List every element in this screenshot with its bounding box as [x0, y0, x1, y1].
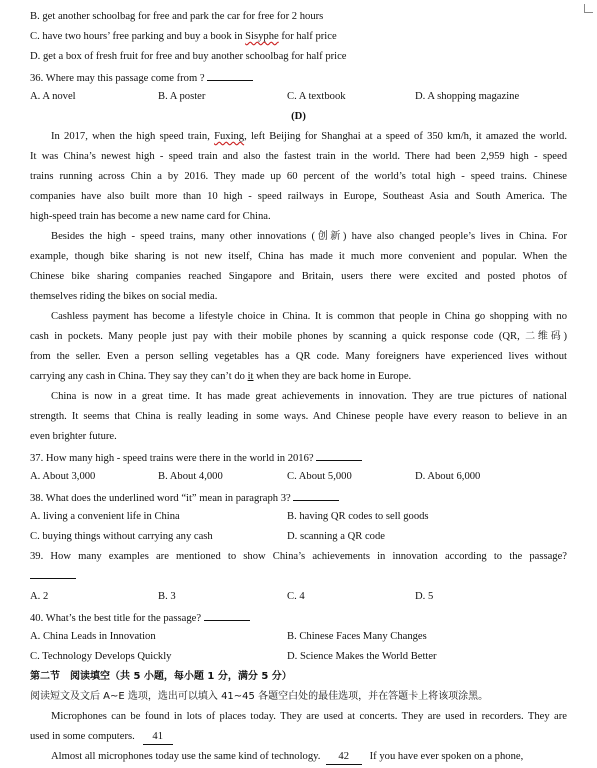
crop-mark-top-right: [584, 4, 593, 13]
p1-line: It was China’s newest high - speed train and also the fastest train in the world. There had been 2,959 high - speed: [30, 151, 567, 162]
q37-option-a: A. About 3,000: [30, 471, 96, 482]
question-36: 36. Where may this passage come from ?: [30, 70, 567, 86]
section-heading: 第二节 阅读填空（共 5 小题，每小题 1 分，满分 5 分）: [30, 671, 292, 682]
p2-line: Besides the high - speed trains, many other innovations (创新) have also changed people’s lives in China. For: [51, 231, 568, 242]
blank-41: 41: [143, 730, 173, 745]
q37-option-d: D. About 6,000: [415, 471, 481, 482]
passage-line: Microphones can be found in lots of places today. They are used at concerts. They are used in recorders. They are: [51, 711, 567, 722]
q36-option-b: B. A poster: [158, 91, 206, 102]
q40-option-a: A. China Leads in Innovation: [30, 631, 156, 642]
q38-option-c: C. buying things without carrying any cash: [30, 531, 213, 542]
p3-line: Cashless payment has become a lifestyle choice in China. It is common that people in China go shopping with no: [51, 311, 567, 322]
p2-line: Chinese bike sharing companies reached Singapore and Britain, users there were excited and posted photos of: [30, 271, 567, 282]
passage-heading: (D): [291, 111, 306, 122]
option-d: D. get a box of fresh fruit for free and buy another schoolbag for half price: [30, 51, 347, 62]
p4-line: strength. It seems that China is really leading in some ways. And Chinese people have every reason to believe in an: [30, 411, 567, 422]
q39-option-c: C. 4: [287, 591, 305, 602]
q39-option-d: D. 5: [415, 591, 434, 602]
passage-line: used in some computers. 41: [30, 730, 567, 745]
q39-option-b: B. 3: [158, 591, 176, 602]
p1-line: companies have also built more than 10 high - speed railways in Europe, Southeast Asia and South America. The: [30, 191, 567, 202]
q40-option-c: C. Technology Develops Quickly: [30, 651, 172, 662]
p3-line: carrying any cash in China. They say they can’t do it when they are back home in Europe.: [30, 371, 412, 382]
q36-option-d: D. A shopping magazine: [415, 91, 520, 102]
q40-option-d: D. Science Makes the World Better: [287, 651, 437, 662]
q38-option-a: A. living a convenient life in China: [30, 511, 180, 522]
p3-line: from the seller. Even a person selling vegetables has a QR code. Many foreigners have experienced lives without: [30, 351, 567, 362]
underlined-word-it: it: [247, 371, 254, 382]
question-37: 37. How many high - speed trains were there in the world in 2016?: [30, 450, 567, 466]
p2-line: themselves riding the bikes on social media.: [30, 291, 218, 302]
p4-line: China is now in a great time. It has made great achievements in innovation. They are true pictures of national: [51, 391, 567, 402]
p1-line: high-speed train has become a new name card for China.: [30, 211, 271, 222]
p3-line: cash in pockets. Many people just pay with their mobile phones by scanning a quick response code (QR, 二维码): [30, 331, 567, 342]
q39-option-a: A. 2: [30, 591, 49, 602]
q36-option-a: A. A novel: [30, 91, 76, 102]
q39-answer-blank: [30, 568, 567, 584]
p1-line: In 2017, when the high speed train, Fuxing, left Beijing for Shanghai at a speed of 350 km/h, it amazed the world.: [51, 131, 567, 142]
section-instruction: 阅读短文及文后 A~E 选项，选出可以填入 41~45 各题空白处的最佳选项，并在答题卡上将该项涂黑。: [30, 691, 489, 702]
p4-line: even brighter future.: [30, 431, 117, 442]
p2-line: example, though bike sharing is not new itself, China has made it much more convenient and popular. When the: [30, 251, 567, 262]
q37-option-c: C. About 5,000: [287, 471, 352, 482]
q38-option-b: B. having QR codes to sell goods: [287, 511, 429, 522]
q40-option-b: B. Chinese Faces Many Changes: [287, 631, 427, 642]
q36-option-c: C. A textbook: [287, 91, 346, 102]
option-b: B. get another schoolbag for free and park the car for free for 2 hours: [30, 11, 324, 22]
question-39: 39. How many examples are mentioned to show China’s achievements in innovation according to the passage?: [30, 551, 567, 562]
wavy-underlined-word: Sisyphe: [245, 31, 279, 42]
q37-option-b: B. About 4,000: [158, 471, 223, 482]
blank-42: 42: [326, 750, 362, 765]
option-c: C. have two hours’ free parking and buy a book in Sisyphe for half price: [30, 31, 337, 42]
question-38: 38. What does the underlined word “it” mean in paragraph 3?: [30, 490, 567, 506]
p1-line: trains running across Chin a by 2016. They made up 60 percent of the world’s total high - speed trains. Chinese: [30, 171, 567, 182]
q38-option-d: D. scanning a QR code: [287, 531, 385, 542]
question-40: 40. What’s the best title for the passage?: [30, 610, 567, 626]
passage-line: Almost all microphones today use the same kind of technology. 42 If you have ever spoken on a phone,: [51, 750, 567, 765]
